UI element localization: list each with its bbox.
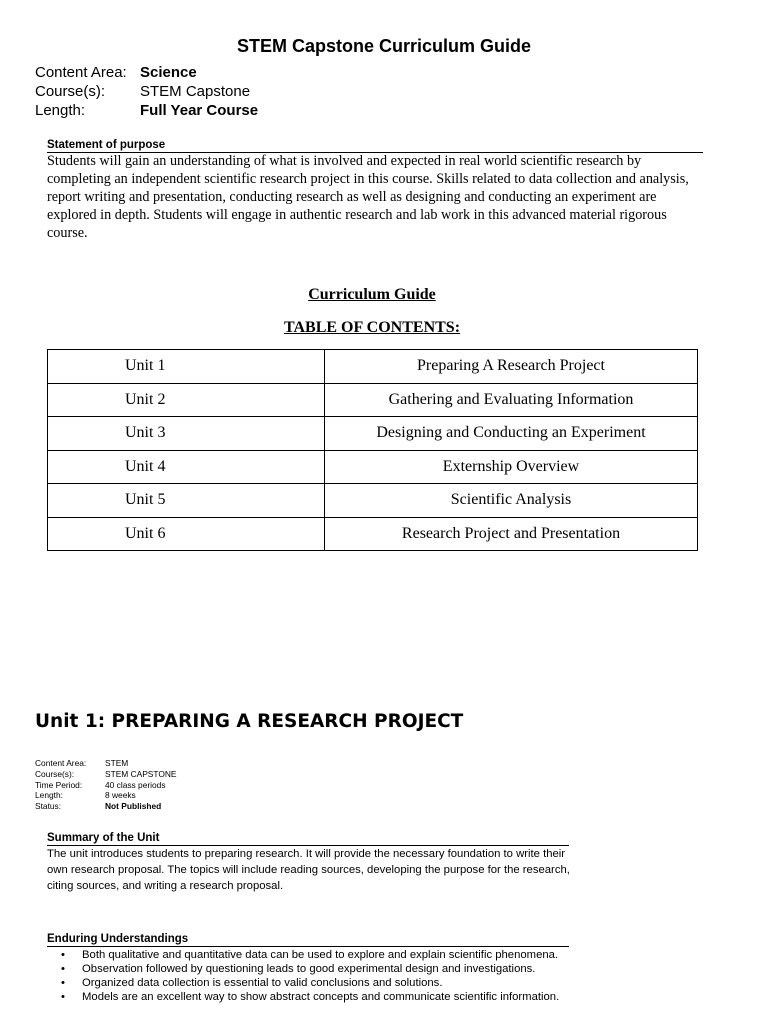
unit1-meta-label: Length:: [35, 790, 63, 800]
summary-text: The unit introduces students to preparing research. It will provide the necessary foundation to write their own research proposal. The topics will include reading sources, developing the purpose for the research, citing sources, and writing a research proposal.: [47, 848, 570, 892]
unit1-meta-row: [35, 801, 161, 812]
table-row: [48, 417, 698, 451]
toc-unit-cell: Unit 4: [48, 450, 325, 484]
toc-title-cell: Externship Overview: [325, 450, 698, 484]
unit1-meta-row: [35, 758, 128, 769]
toc-title-cell: Gathering and Evaluating Information: [325, 383, 698, 417]
summary-heading: Summary of the Unit: [47, 832, 160, 844]
unit1-meta-value: Not Published: [105, 801, 162, 811]
document-title: STEM Capstone Curriculum Guide: [236, 36, 532, 56]
toc-title-cell: Preparing A Research Project: [325, 350, 698, 384]
meta-value: STEM Capstone: [140, 83, 251, 100]
list-item: • Observation followed by questioning leads to good experimental design and investigations.: [47, 962, 572, 976]
unit1-meta-label: Status:: [35, 801, 62, 811]
meta-label: Length:: [35, 102, 86, 119]
enduring-heading: Enduring Understandings: [47, 933, 189, 945]
curriculum-guide-heading: [0, 286, 744, 304]
meta-value: Full Year Course: [140, 102, 259, 119]
meta-row-length: [35, 101, 258, 120]
meta-label: Content Area:: [35, 64, 127, 81]
enduring-rule: [47, 946, 569, 947]
toc-title-cell: Research Project and Presentation: [325, 517, 698, 551]
purpose-heading: Statement of purpose: [47, 139, 166, 151]
unit1-meta-row: [35, 790, 136, 801]
unit1-meta-value: 40 class periods: [105, 780, 166, 790]
list-item: • Both qualitative and quantitative data can be used to explore and explain scientific phenomena.: [47, 948, 572, 962]
list-item: • Models are an excellent way to show abstract concepts and communicate scientific information.: [47, 990, 572, 1004]
toc-unit-cell: Unit 2: [48, 383, 325, 417]
toc-title-cell: Designing and Conducting an Experiment: [325, 417, 698, 451]
curriculum-guide-heading-text: Curriculum Guide: [308, 286, 436, 303]
table-row: [48, 484, 698, 518]
toc-unit-cell: Unit 5: [48, 484, 325, 518]
toc-heading: [0, 319, 744, 337]
toc-unit-cell: Unit 3: [48, 417, 325, 451]
meta-label: Course(s):: [35, 83, 106, 100]
unit1-meta-label: Course(s):: [35, 769, 75, 779]
unit1-heading: Unit 1: PREPARING A RESEARCH PROJECT: [35, 711, 464, 732]
unit1-meta-value: STEM CAPSTONE: [105, 769, 177, 779]
meta-value: Science: [140, 64, 197, 81]
toc-unit-cell: Unit 6: [48, 517, 325, 551]
unit1-meta-value: STEM: [105, 758, 129, 768]
toc-unit-cell: Unit 1: [48, 350, 325, 384]
toc-table: [47, 349, 698, 551]
list-item: • Organized data collection is essential to valid conclusions and solutions.: [47, 976, 572, 990]
unit1-meta-value: 8 weeks: [105, 790, 136, 800]
enduring-list: [47, 948, 572, 1004]
unit1-meta-row: [35, 769, 177, 780]
table-row: [48, 517, 698, 551]
toc-title-cell: Scientific Analysis: [325, 484, 698, 518]
table-row: [48, 450, 698, 484]
purpose-text: Students will gain an understanding of what is involved and expected in real world scientific research by completing an independent scientific research project in this course. Skills related to data collection and analysis, report writing and presentation, conducting research as well as designing and conducting an experiment are explored in depth. Students will engage in authentic research and lab work in this advanced material rigorous course.: [47, 153, 689, 241]
unit1-meta-label: Content Area:: [35, 758, 87, 768]
table-row: [48, 350, 698, 384]
toc-heading-text: TABLE OF CONTENTS:: [283, 319, 461, 336]
meta-row-courses: [35, 82, 250, 101]
table-row: [48, 383, 698, 417]
meta-row-content-area: [35, 63, 197, 82]
unit1-meta-label: Time Period:: [35, 780, 83, 790]
